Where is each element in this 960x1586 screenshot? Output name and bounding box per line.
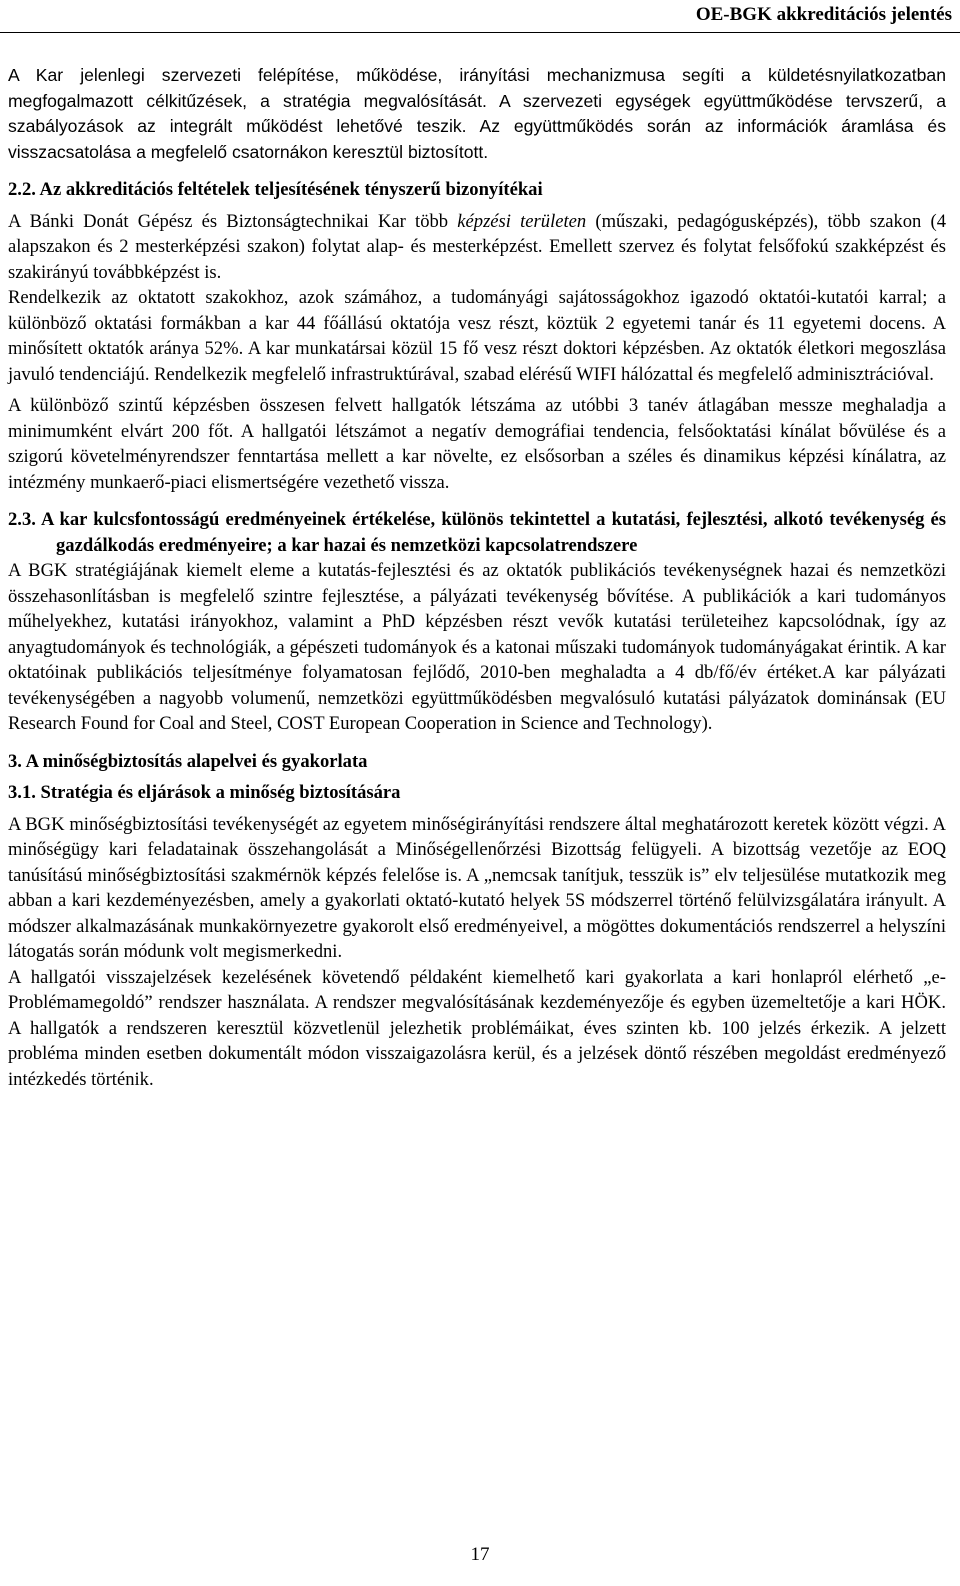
section-3-1-heading: 3.1. Stratégia és eljárások a minőség biztosítására (8, 782, 401, 803)
emphasized-text: képzési területen (457, 210, 587, 232)
header-divider (0, 32, 960, 33)
section-2-2-paragraph-3: A különböző szintű képzésben összesen felvett hallgatók létszáma az utóbbi 3 tanév átlagában messze meghaladja a minimumként elvárt 200 főt. A hallgatói létszámot a negatív demográfiai tendencia, felsőoktatási kínálat bővülése és a szigorú követelményrendszer fenntartása mellett a kar növelte, ez elsősorban a széles és dinamikus képzési kínálatra, az intézmény munkaerő-piaci elismertségére vezethető vissza. (8, 395, 946, 493)
page-header (0, 0, 960, 34)
section-3-1-paragraph-2: A hallgatói visszajelzések kezelésének követendő példaként kiemelhető kari gyakorlata a kari honlapról elérhető „e-Problémamegoldó” rendszer használata. A rendszer megvalósításának kezdeményezője és egyben üzemeltetője a kari HÖK. A hallgatók a rendszeren keresztül közvetlenül jelezhetik problémáikat, éves szinten kb. 100 jelzés érkezik. A jelzett probléma minden esetben dokumentált módon visszaigazolásra kerül, és a jelzések döntő részében megoldást eredményező intézkedés történik. (8, 966, 946, 1090)
section-2-2-paragraph-2: Rendelkezik az oktatott szakokhoz, azok számához, a tudományági sajátosságokhoz igazodó oktatói-kutatói karral; a különböző oktatási formákban a kar 44 főállású oktatója vesz részt, köztük 2 egyetemi tanár és 11 egyetemi docens. A minősített oktatók aránya 52%. A kar munkatársai közül 15 fő vesz részt doktori képzésben. Az oktatók életkori megoszlása javuló tendenciájú. Rendelkezik megfelelő infrastruktúrával, szabad elérésű WIFI hálózattal és megfelelő adminisztrációval. (8, 287, 946, 385)
page-number: 17 (470, 1544, 490, 1565)
paragraph-text: (műszaki, pedagógusképzés), több szakon (4 alapszakon és 2 mesterképzési szakon) folytat alap- és mesterképzést. Emellett szervez és folytat felsőfokú szakképzést és szakirányú továbbképzést is. (8, 210, 946, 283)
page-body (8, 63, 946, 1092)
section-2-2-heading: 2.2. Az akkreditációs feltételek teljesítésének tényszerű bizonyítékai (8, 179, 543, 200)
section-2-2-paragraph-1 (8, 209, 946, 286)
section-3-1-paragraph-1: A BGK minőségbiztosítási tevékenységét az egyetem minőségirányítási rendszere által meghatározott keretek között végzi. A minőségügy kari feladatainak összehangolását a Minőségellenőrzési Bizottság felügyeli. A bizottság vezetője az EOQ tanúsítású minőségbiztosítási szakmérnök képzés felelőse is. A „nemcsak tanítjuk, tesszük is” elv teljesülése mutatkozik meg abban a kari kezdeményezésben, amely a gyakorlati oktató-kutató helyek 5S módszerrel történő felülvizsgálatára irányult. A módszer alkalmazásának munkakörnyezetre gyakorolt első eredményeivel, a mögöttes dokumentációs rendszerrel a helyszíni látogatás során módunk volt megismerkedni. (8, 813, 946, 962)
section-3-heading: 3. A minőségbiztosítás alapelvei és gyakorlata (8, 750, 368, 772)
intro-paragraph: A Kar jelenlegi szervezeti felépítése, működése, irányítási mechanizmusa segíti a küldetésnyilatkozatban megfogalmazott célkitűzések, a stratégia megvalósítását. A szervezeti egységek együttműködése tervszerű, a szabályozások az integrált működést lehetővé teszik. Az együttműködés során az információk áramlása és visszacsatolása a megfelelő csatornákon keresztül biztosított. (8, 65, 946, 162)
section-2-3-heading: 2.3. A kar kulcsfontosságú eredményeinek értékelése, különös tekintettel a kutatási, fejlesztési, alkotó tevékenység és gazdálkodás eredményeire; a kar hazai és nemzetközi kapcsolatrendszere (8, 509, 946, 556)
paragraph-text: A Bánki Donát Gépész és Biztonságtechnikai Kar több (8, 210, 458, 232)
document-title: OE-BGK akkreditációs jelentés (695, 4, 952, 25)
section-2-3-paragraph-1: A BGK stratégiájának kiemelt eleme a kutatás-fejlesztési és az oktatók publikációs tevékenységnek hazai és nemzetközi összehasonlításban is megfelelő szintre fejlesztése, a pályázati tevékenység bővítése. A publikációk a kari tudományos műhelyekhez, kutatási irányokhoz, valamint a PhD képzésben részt vevők kutatási területeihez kapcsolódnak, így az anyagtudományok és technológiák, a gépészeti tudományok és a katonai műszaki tudományok tudományágakat érintik. A kar oktatóinak publikációs teljesítménye folyamatosan fejlődő, 2010-ben meghaladta a 4 db/fő/év értéket.A kar pályázati tevékenységében a nagyobb volumenű, nemzetközi együttműködésben megvalósuló kutatási pályázatok dominánsak (EU Research Found for Coal and Steel, COST European Cooperation in Science and Technology). (8, 560, 946, 734)
